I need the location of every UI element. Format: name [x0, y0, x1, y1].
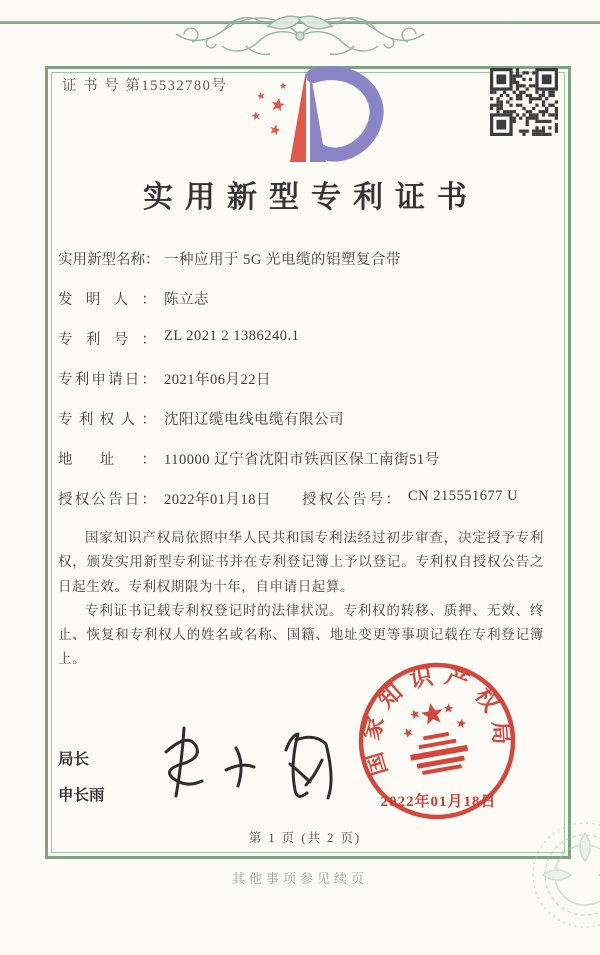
field-value: 一种应用于 5G 光电缆的铝塑复合带: [164, 252, 401, 268]
field-value: 110000 辽宁省沈阳市铁西区保工南街51号: [164, 452, 440, 468]
legal-paragraph-1: 国家知识产权局依照中华人民共和国专利法经过初步审查，决定授予专利权，颁发实用新型专利证书并在专利登记簿上予以登记。专利权自授权公告之日起生效。专利权期限为十年，自申请日起算。: [58, 530, 544, 594]
legal-paragraph-2: 专利证书记载专利权登记时的法律状况。专利权的转移、质押、无效、终止、恢复和专利权人的姓名或名称、国籍、地址变更等事项记载在专利登记簿上。: [58, 602, 544, 667]
field-row-grant: [58, 488, 544, 528]
logo-stars: [251, 83, 286, 136]
page-footer: 第 1 页 (共 2 页): [248, 831, 362, 845]
qr-code: [490, 68, 558, 136]
field-label: 授权公告日：: [58, 492, 156, 508]
field-value: 2022年01月18日: [164, 492, 271, 508]
field-value: 陈立志: [164, 292, 209, 308]
continuation-note: 其他事项参见续页: [231, 871, 368, 886]
field-value: CN 215551677 U: [408, 488, 519, 504]
field-row-inventor: [58, 288, 544, 328]
field-row-patentee: [58, 408, 544, 448]
field-label: 发明人：: [58, 292, 156, 308]
logo-spike-red: [290, 70, 306, 162]
director-signature: [138, 718, 343, 818]
field-label: 实用新型名称：: [58, 252, 160, 268]
field-label: 专利权人：: [58, 412, 156, 428]
director-name: 申长雨: [58, 787, 105, 804]
field-label: 授权公告号：: [302, 492, 400, 508]
field-row-patent-no: [58, 328, 544, 368]
field-label: 地址：: [58, 452, 156, 468]
field-row-filing-date: [58, 368, 544, 408]
seal-text: 国家知识产权局: [358, 662, 515, 779]
field-value: 2021年06月22日: [164, 372, 271, 388]
field-row-name: [58, 248, 544, 288]
field-row-address: [58, 448, 544, 488]
cnipa-logo: [233, 58, 393, 170]
director-block: [58, 742, 105, 814]
field-value: ZL 2021 2 1386240.1: [164, 328, 300, 344]
certificate-number: 证 书 号 第15532780号: [62, 78, 228, 94]
field-label: 专利号：: [58, 332, 156, 348]
field-label: 专利申请日：: [58, 372, 156, 388]
certificate-fields: [58, 248, 544, 528]
grant-number-pair: [302, 488, 518, 509]
flourish-ornament-icon: [150, 2, 450, 66]
director-title: 局长: [58, 751, 90, 768]
seal-date: 2022年01月18日: [380, 794, 497, 810]
certificate-title: 实用新型专利证书: [143, 181, 479, 214]
grant-date-pair: [58, 492, 271, 508]
national-emblem-icon: [398, 697, 475, 777]
field-value: 沈阳辽缆电线电缆有限公司: [164, 412, 344, 428]
